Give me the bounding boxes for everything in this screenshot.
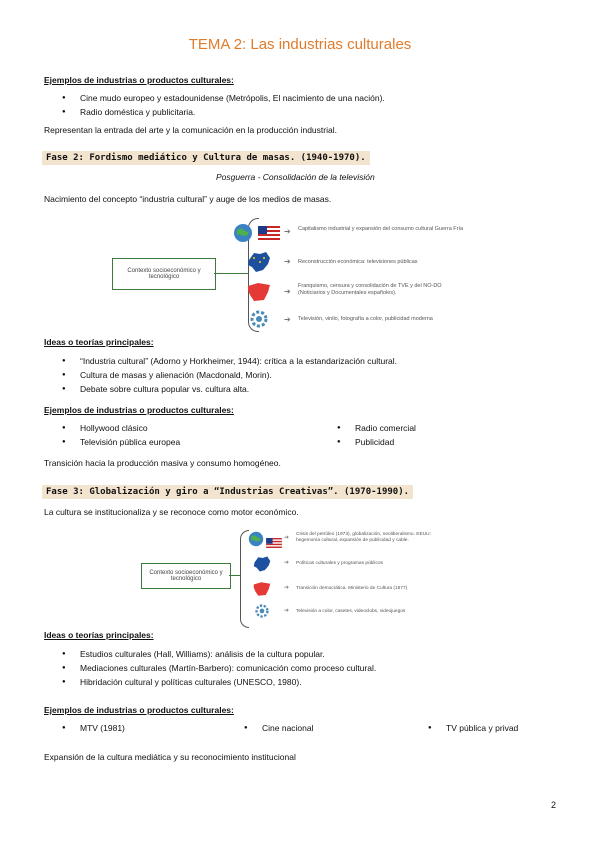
list-item: ● Hollywood clásico — [62, 421, 180, 435]
arrow-icon: ➔ — [284, 227, 291, 236]
diagram-row-text: Políticas culturales y programas públicos — [296, 561, 383, 566]
list-item: ● Cine mudo europeo y estadounidense (Metrópolis, El nacimiento de una nación). — [62, 91, 385, 105]
gear-icon — [250, 310, 268, 333]
diagram-center-box — [141, 563, 231, 589]
arrow-icon: ➔ — [284, 257, 291, 266]
list-item: ● Hibridación cultural y políticas culturales (UNESCO, 1980). — [62, 675, 376, 689]
europe-map-icon — [246, 250, 272, 279]
diagram-center-label: Contexto socioeconómico y tecnológico — [127, 268, 201, 280]
phase2-subtitle: Posguerra - Consolidación de la televisión — [216, 172, 375, 182]
phase3-ideas-heading: Ideas o teorías principales: — [44, 630, 154, 640]
phase3-example-2 — [244, 721, 314, 735]
list-item: ● Radio comercial — [337, 421, 416, 435]
list-item: ● Radio doméstica y publicitaria. — [62, 105, 385, 119]
phase2-heading: Fase 2: Fordismo mediático y Cultura de masas. (1940-1970). — [42, 151, 370, 165]
diagram-row-text: Capitalismo industrial y expansión del consumo cultural Guerra Fría — [298, 226, 464, 232]
diagram-row-text: Televisión, vinilo, fotografía a color, publicidad moderna — [298, 316, 433, 322]
phase2-ideas-heading: Ideas o teorías principales: — [44, 337, 154, 347]
phase2-closing: Transición hacia la producción masiva y consumo homogéneo. — [44, 458, 281, 468]
arrow-icon: ➔ — [284, 287, 291, 296]
phase2-intro: Nacimiento del concepto “industria cultural” y auge de los medios de masas. — [44, 194, 332, 204]
intro-closing: Representan la entrada del arte y la comunicación en la producción industrial. — [44, 125, 337, 135]
phase3-example-3 — [428, 721, 518, 735]
list-item: ● Cultura de masas y alienación (Macdonald, Morin). — [62, 368, 397, 382]
list-item: ● Debate sobre cultura popular vs. cultura alta. — [62, 382, 397, 396]
arrow-icon: ➔ — [284, 560, 290, 566]
usa-flag-icon — [266, 535, 282, 553]
arrow-icon: ➔ — [284, 608, 290, 614]
phase2-examples-left — [62, 421, 180, 449]
europe-map-icon — [252, 555, 272, 578]
diagram-center-label: Contexto socioeconómico y tecnológico — [149, 570, 223, 582]
list-item: ● Televisión pública europea — [62, 435, 180, 449]
arrow-icon: ➔ — [284, 315, 291, 324]
globe-icon — [248, 531, 264, 552]
gear-icon — [255, 604, 269, 623]
diagram-row-text: Televisión a color, casetes, videoclubs, videojuegos — [296, 609, 406, 614]
phase3-closing: Expansión de la cultura mediática y su reconocimiento institucional — [44, 752, 296, 762]
phase3-example-1 — [62, 721, 125, 735]
phase3-examples-heading: Ejemplos de industrias o productos culturales: — [44, 705, 234, 715]
diagram-connector — [229, 575, 240, 576]
phase2-ideas-list — [62, 354, 397, 396]
list-item: ● TV pública y privad — [428, 721, 518, 735]
list-item: ● Estudios culturales (Hall, Williams): análisis de la cultura popular. — [62, 647, 376, 661]
diagram-connector — [214, 273, 248, 274]
phase3-intro: La cultura se institucionaliza y se reconoce como motor económico. — [44, 507, 299, 517]
spain-map-icon — [252, 580, 272, 603]
phase3-heading: Fase 3: Globalización y giro a “Industrias Creativas”. (1970-1990). — [42, 485, 413, 499]
intro-examples-heading: Ejemplos de industrias o productos culturales: — [44, 75, 234, 85]
globe-icon — [232, 222, 254, 244]
diagram-center-box — [112, 258, 216, 290]
page-number: 2 — [551, 800, 557, 810]
diagram-row-text: Crisis del petróleo (1973), globalización, neoliberalismo. EEUU: hegemonía cultural, expansión de publicidad y cable. — [296, 532, 431, 543]
diagram-row-text: Franquismo, censura y consolidación de TVE y del NO-DO (Noticiarios y Documentales españoles). — [298, 283, 442, 296]
diagram-row-text: Transición democrática. Ministerio de Cultura (1977) — [296, 586, 408, 591]
page-title: TEMA 2: Las industrias culturales — [188, 36, 412, 53]
list-item: ● Mediaciones culturales (Martín-Barbero): comunicación como proceso cultural. — [62, 661, 376, 675]
list-item: ● Publicidad — [337, 435, 416, 449]
arrow-icon: ➔ — [284, 585, 290, 591]
list-item: ● “Industria cultural” (Adorno y Horkheimer, 1944): crítica a la estandarización cultural. — [62, 354, 397, 368]
spain-map-icon — [246, 280, 272, 309]
list-item: ● Cine nacional — [244, 721, 314, 735]
phase2-examples-right — [337, 421, 416, 449]
intro-bullet-list — [62, 91, 385, 119]
phase2-examples-heading: Ejemplos de industrias o productos culturales: — [44, 405, 234, 415]
phase3-ideas-list — [62, 647, 376, 689]
list-item: ● MTV (1981) — [62, 721, 125, 735]
diagram-row-text: Reconstrucción económica: televisiones públicas — [298, 259, 418, 265]
arrow-icon: ➔ — [284, 535, 290, 541]
usa-flag-icon — [258, 226, 280, 245]
